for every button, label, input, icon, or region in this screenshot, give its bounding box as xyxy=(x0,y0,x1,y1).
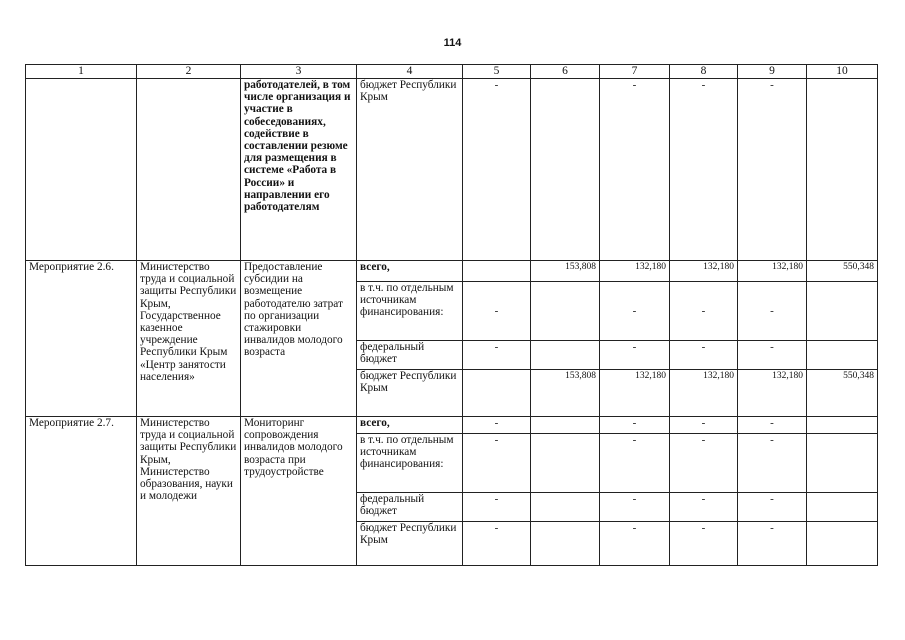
cell-empty xyxy=(807,434,878,493)
table-row xyxy=(26,79,878,261)
cell-dash: - xyxy=(670,341,738,370)
cell-name: Мероприятие 2.7. xyxy=(26,417,137,566)
cell-description: работодателей, в том числе организация и участие в собеседованиях, содействие в составлении резюме для размещения в системе «Работа в России» и направлении его работодателям xyxy=(241,79,357,261)
cell-dash: - xyxy=(463,282,531,341)
col-header: 2 xyxy=(137,65,241,79)
cell-dash: - xyxy=(600,522,670,566)
cell-empty xyxy=(807,282,878,341)
cell-dash: - xyxy=(600,417,670,434)
cell-dash: - xyxy=(600,434,670,493)
cell-empty xyxy=(807,522,878,566)
col-header: 8 xyxy=(670,65,738,79)
cell-name: Мероприятие 2.6. xyxy=(26,261,137,417)
cell-empty xyxy=(807,417,878,434)
cell-source: в т.ч. по отдельным источникам финансирования: xyxy=(357,282,463,341)
table-row xyxy=(26,261,878,282)
cell-dash: - xyxy=(600,341,670,370)
cell-dash: - xyxy=(670,493,738,522)
cell-value: 550,348 xyxy=(807,370,878,417)
cell-dash: - xyxy=(738,341,807,370)
col-header: 9 xyxy=(738,65,807,79)
col-header: 10 xyxy=(807,65,878,79)
cell-dash: - xyxy=(738,417,807,434)
col-header: 5 xyxy=(463,65,531,79)
cell-value: 132,180 xyxy=(600,261,670,282)
cell-empty xyxy=(531,417,600,434)
cell-dash: - xyxy=(463,417,531,434)
cell-empty xyxy=(531,493,600,522)
header-row xyxy=(26,65,878,79)
cell-description: Мониторинг сопровождения инвалидов молодого возраста при трудоустройстве xyxy=(241,417,357,566)
cell-empty xyxy=(531,282,600,341)
table-row xyxy=(26,417,878,434)
cell-description: Предоставление субсидии на возмещение работодателю затрат по организации стажировки инвалидов молодого возраста xyxy=(241,261,357,417)
cell-source: в т.ч. по отдельным источникам финансирования: xyxy=(357,434,463,493)
budget-table xyxy=(25,64,878,566)
col-header: 6 xyxy=(531,65,600,79)
cell-dash: - xyxy=(463,434,531,493)
cell-empty xyxy=(807,79,878,261)
cell-value: 132,180 xyxy=(670,370,738,417)
cell-executor: Министерство труда и социальной защиты Республики Крым, Министерство образования, науки и молодежи xyxy=(137,417,241,566)
cell-dash: - xyxy=(463,493,531,522)
cell-dash: - xyxy=(738,493,807,522)
cell-dash: - xyxy=(670,79,738,261)
cell-dash: - xyxy=(670,522,738,566)
cell-value: 132,180 xyxy=(670,261,738,282)
cell-executor xyxy=(137,79,241,261)
cell-empty xyxy=(463,370,531,417)
cell-dash: - xyxy=(738,79,807,261)
col-header: 4 xyxy=(357,65,463,79)
col-header: 7 xyxy=(600,65,670,79)
cell-source: бюджет Республики Крым xyxy=(357,522,463,566)
col-header: 3 xyxy=(241,65,357,79)
cell-empty xyxy=(531,434,600,493)
cell-value: 153,808 xyxy=(531,370,600,417)
cell-dash: - xyxy=(463,79,531,261)
cell-value: 550,348 xyxy=(807,261,878,282)
cell-executor: Министерство труда и социальной защиты Республики Крым, Государственное казенное учреждение Республики Крым «Центр занятости населения» xyxy=(137,261,241,417)
cell-empty xyxy=(807,341,878,370)
cell-value: 132,180 xyxy=(600,370,670,417)
cell-dash: - xyxy=(463,522,531,566)
cell-source: федеральный бюджет xyxy=(357,341,463,370)
cell-dash: - xyxy=(738,282,807,341)
cell-source: федеральный бюджет xyxy=(357,493,463,522)
cell-empty xyxy=(531,79,600,261)
cell-empty xyxy=(531,341,600,370)
cell-value: 132,180 xyxy=(738,261,807,282)
cell-dash: - xyxy=(463,341,531,370)
cell-name xyxy=(26,79,137,261)
col-header: 1 xyxy=(26,65,137,79)
cell-source: бюджет Республики Крым xyxy=(357,79,463,261)
cell-dash: - xyxy=(738,522,807,566)
cell-source: всего, xyxy=(357,261,463,282)
cell-empty xyxy=(463,261,531,282)
cell-source: бюджет Республики Крым xyxy=(357,370,463,417)
cell-dash: - xyxy=(600,79,670,261)
cell-value: 153,808 xyxy=(531,261,600,282)
cell-dash: - xyxy=(670,282,738,341)
cell-dash: - xyxy=(600,282,670,341)
cell-dash: - xyxy=(738,434,807,493)
cell-source: всего, xyxy=(357,417,463,434)
cell-empty xyxy=(807,493,878,522)
cell-dash: - xyxy=(600,493,670,522)
cell-dash: - xyxy=(670,417,738,434)
cell-value: 132,180 xyxy=(738,370,807,417)
page-number: 114 xyxy=(443,37,462,49)
cell-dash: - xyxy=(670,434,738,493)
cell-empty xyxy=(531,522,600,566)
